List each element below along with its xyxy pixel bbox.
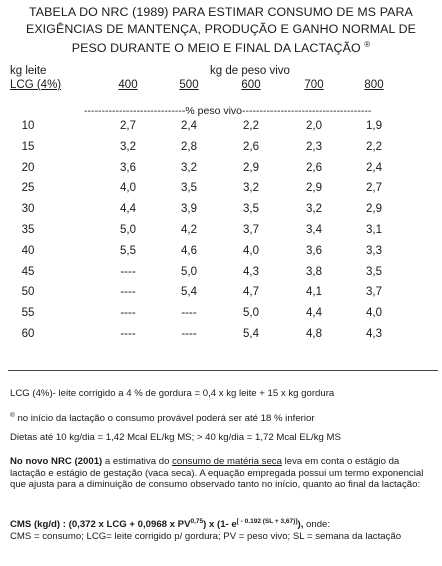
intake-cell-700: 3,4 bbox=[306, 224, 322, 236]
note-inicio: ® no início da lactação o consumo provável poderá ser até 18 % inferior bbox=[10, 412, 315, 425]
table-row bbox=[0, 141, 442, 161]
intake-cell-700: 3,6 bbox=[306, 244, 322, 257]
intake-cell-700: 4,8 bbox=[306, 328, 322, 340]
unit-divider: -----------------------------% peso vivo------------------------------------- bbox=[84, 105, 372, 117]
intake-cell-400: 2,7 bbox=[120, 120, 136, 132]
title-line-3: PESO DURANTE O MEIO E FINAL DA LACTAÇÃO ® bbox=[71, 40, 371, 56]
table-row bbox=[0, 182, 442, 202]
intake-cell-600: 3,5 bbox=[243, 203, 259, 216]
intake-cell-700: 4,1 bbox=[306, 286, 322, 299]
intake-cell-600: 4,7 bbox=[243, 286, 259, 299]
milk-yield-cell: 40 bbox=[21, 244, 35, 257]
cms-formula: CMS (kg/d) : (0,372 x LCG + 0,0968 x PV$^{0,75}$) x (1- e[ - 0.192 (SL + 3,67)]), onde: CMS = consumo; LCG= leite corrigido p/ gordura; PV = peso vivo; SL = semana da lactação bbox=[10, 518, 402, 542]
milk-yield-cell: 35 bbox=[21, 224, 35, 236]
unit-label: % peso vivo bbox=[185, 105, 243, 117]
intake-cell-500: 5,0 bbox=[181, 265, 197, 278]
table-row bbox=[0, 307, 442, 327]
column-header-400: 400 bbox=[118, 79, 138, 91]
intake-cell-700: 2,6 bbox=[306, 161, 322, 174]
intake-cell-800: 2,7 bbox=[366, 182, 382, 195]
milk-yield-cell: 15 bbox=[21, 140, 35, 153]
table-row bbox=[0, 266, 442, 286]
intake-cell-500: 3,9 bbox=[181, 203, 197, 216]
intake-cell-400: 4,0 bbox=[120, 182, 136, 195]
intake-cell-600: 2,2 bbox=[243, 120, 259, 132]
intake-cell-500: 2,4 bbox=[181, 120, 197, 132]
table-row bbox=[0, 203, 442, 223]
row-header-bottom: LCG (4%) bbox=[10, 79, 62, 91]
intake-cell-600: 5,4 bbox=[243, 328, 259, 340]
intake-cell-600: 4,3 bbox=[243, 265, 259, 278]
intake-cell-600: 2,6 bbox=[243, 140, 259, 153]
intake-cell-500: 4,6 bbox=[181, 244, 197, 257]
intake-cell-500: 3,2 bbox=[181, 161, 197, 174]
nrc-2001-paragraph: No novo NRC (2001) a estimativa do consumo de matéria seca leva em conta o estágio da lactação e estágio de gestação (vaca seca). A equação empregada possui um termo exponencial que ajusta para a diminuição de consumo observado tanto no início, quanto ao final da lactação: bbox=[10, 456, 424, 491]
document-title bbox=[0, 4, 442, 57]
intake-cell-500: 3,5 bbox=[181, 182, 197, 195]
intake-cell-600: 5,0 bbox=[243, 307, 259, 320]
intake-cell-400: 5,0 bbox=[120, 224, 136, 236]
intake-cell-800: 3,1 bbox=[366, 224, 382, 236]
intake-cell-800: 4,0 bbox=[366, 307, 382, 320]
milk-yield-cell: 55 bbox=[21, 307, 35, 320]
intake-cell-500: 5,4 bbox=[181, 286, 197, 299]
milk-yield-cell: 25 bbox=[21, 182, 35, 195]
intake-cell-400: 3,2 bbox=[120, 140, 136, 153]
table-row bbox=[0, 245, 442, 265]
milk-yield-cell: 20 bbox=[21, 161, 35, 174]
intake-cell-400: ---- bbox=[120, 307, 136, 320]
milk-yield-cell: 60 bbox=[21, 328, 35, 340]
table-row bbox=[0, 328, 442, 348]
highlighted-term: consumo de matéria seca bbox=[172, 456, 282, 467]
row-header-top: kg leite bbox=[10, 65, 47, 77]
milk-yield-cell: 30 bbox=[21, 203, 35, 216]
intake-cell-700: 2,0 bbox=[306, 120, 322, 132]
table-row bbox=[0, 286, 442, 306]
intake-cell-600: 3,7 bbox=[243, 224, 259, 236]
note-dietas: Dietas até 10 kg/dia = 1,42 Mcal EL/kg MS; > 40 kg/dia = 1,72 Mcal EL/kg MS bbox=[10, 432, 341, 443]
intake-cell-700: 3,2 bbox=[306, 203, 322, 216]
section-divider bbox=[8, 370, 438, 371]
intake-cell-800: 1,9 bbox=[366, 120, 382, 132]
intake-cell-800: 2,4 bbox=[366, 161, 382, 174]
intake-cell-800: 3,5 bbox=[366, 265, 382, 278]
intake-cell-400: ---- bbox=[120, 265, 136, 278]
table-row bbox=[0, 120, 442, 140]
registered-mark: ® bbox=[364, 40, 371, 49]
milk-yield-cell: 45 bbox=[21, 265, 35, 278]
paragraph-lead: No novo NRC (2001) bbox=[10, 456, 103, 467]
table-row bbox=[0, 224, 442, 244]
intake-cell-400: 4,4 bbox=[120, 203, 136, 216]
intake-cell-600: 4,0 bbox=[243, 244, 259, 257]
intake-cell-500: ---- bbox=[181, 328, 197, 340]
intake-cell-600: 3,2 bbox=[243, 182, 259, 195]
intake-cell-400: ---- bbox=[120, 328, 136, 340]
intake-cell-500: 2,8 bbox=[181, 140, 197, 153]
column-header-800: 800 bbox=[364, 79, 384, 91]
intake-cell-800: 3,3 bbox=[366, 244, 382, 257]
intake-cell-700: 4,4 bbox=[306, 307, 322, 320]
intake-cell-800: 2,9 bbox=[366, 203, 382, 216]
intake-cell-800: 4,3 bbox=[366, 328, 382, 340]
registered-mark: ® bbox=[10, 412, 15, 419]
intake-cell-700: 3,8 bbox=[306, 265, 322, 278]
intake-cell-500: 4,2 bbox=[181, 224, 197, 236]
title-line-1: TABELA DO NRC (1989) PARA ESTIMAR CONSUMO DE MS PARA bbox=[29, 5, 413, 19]
intake-cell-500: ---- bbox=[181, 307, 197, 320]
intake-cell-400: ---- bbox=[120, 286, 136, 299]
intake-cell-700: 2,3 bbox=[306, 140, 322, 153]
note-lcg: LCG (4%)- leite corrigido a 4 % de gordura = 0,4 x kg leite + 15 x kg gordura bbox=[10, 388, 335, 399]
formula-expression: CMS (kg/d) : (0,372 x LCG + 0,0968 x PV$^{0,75}$) x (1- e[ - 0.192 (SL + 3,67)]), bbox=[10, 518, 304, 531]
column-header-500: 500 bbox=[179, 79, 199, 91]
intake-cell-800: 2,2 bbox=[366, 140, 382, 153]
milk-yield-cell: 10 bbox=[21, 120, 35, 132]
intake-cell-800: 3,7 bbox=[366, 286, 382, 299]
column-header-700: 700 bbox=[304, 79, 324, 91]
table-row bbox=[0, 162, 442, 182]
group-header: kg de peso vivo bbox=[210, 65, 290, 77]
milk-yield-cell: 50 bbox=[21, 286, 35, 299]
title-line-2: EXIGÊNCIAS DE MANTENÇA, PRODUÇÃO E GANHO NORMAL DE bbox=[25, 21, 417, 36]
intake-cell-700: 2,9 bbox=[306, 182, 322, 195]
intake-cell-400: 5,5 bbox=[120, 244, 136, 257]
intake-cell-600: 2,9 bbox=[243, 161, 259, 174]
intake-cell-400: 3,6 bbox=[120, 161, 136, 174]
formula-legend: CMS = consumo; LCG= leite corrigido p/ gordura; PV = peso vivo; SL = semana da lactação bbox=[10, 530, 402, 542]
column-header-600: 600 bbox=[241, 79, 261, 91]
